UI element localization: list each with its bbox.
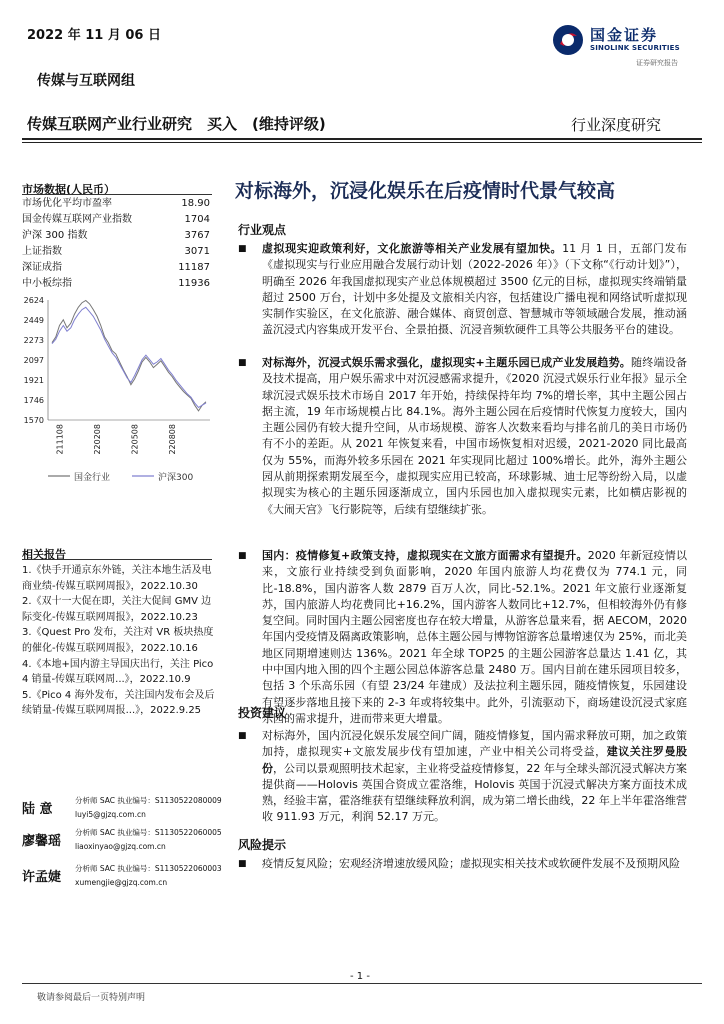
paragraph-highlight: 建议关注罗曼股份 [262,745,687,775]
paragraph-lead: 虚拟现实迎政策利好，文化旅游等相关产业发展有望加快。 [262,242,563,255]
paragraph-lead: 国内：疫情修复+政策支持，虚拟现实在文旅方面需求有望提升。 [262,549,588,562]
market-value: 11187 [178,262,210,273]
market-label: 沪深 300 指数 [22,230,88,241]
page-number: - 1 - [350,971,370,982]
market-row [22,260,212,276]
y-tick-label: 1746 [23,395,44,405]
market-value: 1704 [184,214,210,225]
market-row [22,276,212,292]
market-value: 3071 [184,246,210,257]
report-type: 行业深度研究 [571,116,662,134]
sinolink-logo [552,22,702,67]
paragraph-text: ，公司以景观照明技术起家，主业将受益疫情修复，22 年与全球头部沉浸式解决方案提供商——Holovis 英国合资成立霍洛维，Holovis 英国于沉浸式解决方案方面技术成熟，经验丰富，霍洛维获有望继续释放利润，成为第二增长曲线，22 年上半年霍洛维营收 911.93 万元，利润 52.17 万元。 [262,761,687,824]
bullet-icon: ■ [238,731,247,741]
analyst-info [75,826,222,854]
footer-rule [22,983,702,984]
series-line-0 [52,301,206,411]
related-report-item[interactable]: 4.《本地+国内游主导国庆出行，关注 Pico 4 销量-传媒互联网周...》，2022.10.9 [22,658,214,686]
paragraph-text: 对标海外，国内沉浸化娱乐发展空间广阔，随疫情修复，国内需求释放可期，加之政策加持，虚拟现实+文旅发展步伐有望加速，产业中相关公司将受益， [262,729,687,759]
analyst-card [22,826,222,862]
report-title: 传媒互联网产业行业研究 买入 (维持评级) [27,115,326,133]
analyst-name: 许孟婕 [22,870,62,885]
related-report-item[interactable]: 1.《快手开通京东外链，关注本地生活及电商业绩-传媒互联网周报》，2022.10.30 [22,565,212,592]
market-data-table [22,196,212,292]
market-data-title: 市场数据(人民币） [22,183,116,196]
paragraph-domestic [262,548,687,744]
x-tick-label: 220808 [168,424,178,455]
analyst-email[interactable]: xumengjie@gjzq.com.cn [75,878,168,887]
analyst-title: 分析师 SAC 执业编号：S1130522060003 [75,864,222,873]
analyst-title: 分析师 SAC 执业编号：S1130522080009 [75,796,222,805]
section-title-invest: 投资建议 [238,706,287,720]
legend-label-industry: 国金行业 [74,473,111,483]
header-rule [22,138,702,140]
market-row [22,196,212,212]
index-chart [18,292,214,462]
related-reports-rule [22,559,212,560]
series-line-1 [52,307,206,407]
market-label: 国金传媒互联网产业指数 [22,214,132,225]
report-date: 2022 年 11 月 06 日 [27,28,161,43]
section-title-view: 行业观点 [238,223,287,237]
market-value: 3767 [184,230,210,241]
bullet-icon: ■ [238,244,247,254]
analyst-title: 分析师 SAC 执业编号：S1130522060005 [75,828,222,837]
paragraph-lead: 对标海外，沉浸式娱乐需求强化，虚拟现实+主题乐园已成产业发展趋势。 [262,356,632,369]
analyst-name: 廖馨瑶 [22,834,62,849]
analyst-info [75,862,222,890]
paragraph-policy [262,241,687,339]
y-tick-label: 1570 [23,416,44,425]
y-tick-label: 2624 [23,296,44,305]
bullet-icon: ■ [238,358,247,368]
paragraph-invest [262,728,687,828]
section-title-risk: 风险提示 [238,838,287,852]
x-tick-label: 220208 [93,424,103,455]
x-tick-label: 220508 [130,424,140,455]
y-tick-label: 2273 [23,335,44,345]
market-data-rule [22,194,212,195]
market-row [22,244,212,260]
logo-en: SINOLINK SECURITIES [590,44,680,52]
y-tick-label: 1921 [23,376,44,386]
market-value: 18.90 [181,198,210,209]
bullet-icon: ■ [238,551,247,561]
headline: 对标海外，沉浸化娱乐在后疫情时代景气较高 [235,180,616,202]
analyst-card [22,862,222,898]
x-tick-label: 211108 [55,424,65,455]
y-tick-label: 2449 [23,315,44,325]
paragraph-text: 11 月 1 日，五部门发布《虚拟现实与行业应用融合发展行动计划（2022-2026 年）》（下文称“《行动计划》”），明确至 2026 年我国虚拟现实产业总体规模超过 3500 亿元的目标，虚拟现实终端销量超过 2500 万台，计划中多处提及文旅相关内容，包括建设广播电视和网络试听虚拟现实制作实验区，在文化旅游、融合媒体、商贸创意、智慧城市等领域融合发展，推动涵盖沉浸式内容集成开发平台、全景拍摄、沉浸音频软硬件工具等公共服务平台的建设。 [262,242,687,337]
paragraph-overseas [262,355,687,535]
market-row [22,212,212,228]
paragraph-text: 2020 年新冠疫情以来，文旅行业持续受到负面影响，2020 年国内旅游人均花费仅为 774.1 元，同比-18.8%，国内游客人数 2879 百万人次，同比-52.1%。2021 年文旅行业逐渐复苏，国内旅游人均花费同比+16.2%，国内游客人数同比+12.7%，但相较海外仍有修复空间。同时国内主题公园密度也存在较大增量，从游客总量来看，据 AECOM，2020 年国内受疫情及隔离政策影响，总体主题公园与博物馆游客总量增速仅为 25%，而北美地区同期增速则达 136%。2021 年全球 TOP25 的主题公园游客总量达 1.41 亿，其中中国内地入围的四个主题公园总体游客总量 2480 万。国内目前在建乐园项目较多，包括 3 个乐高乐园（有望 23/24 年建成）及法拉利主题乐园，随疫情恢复，乐园建设有望逐步落地且接下来的 2-3 年或将较集中。此外，引流驱动下，商场建设沉浸式家庭乐园的需求提升，进而带来更大增量。 [262,549,687,725]
related-report-item[interactable]: 5.《Pico 4 海外发布，关注国内发布会及后续销量-传媒互联网周报...》，2022.9.25 [22,689,215,717]
market-label: 上证指数 [22,246,62,257]
related-reports-title: 相关报告 [22,548,66,561]
market-value: 11936 [178,278,210,289]
related-reports-list [22,563,217,719]
market-label: 深证成指 [22,262,62,273]
footer-note: 敬请参阅最后一页特别声明 [37,993,146,1003]
analyst-name: 陆 意 [22,802,53,817]
analyst-info [75,794,222,822]
legend-label-hs300: 沪深300 [158,473,194,483]
related-report-item[interactable]: 3.《Quest Pro 发布，关注对 VR 板块热度的催化-传媒互联网周报》，2022.10.16 [22,627,214,654]
market-row [22,228,212,244]
y-tick-label: 2097 [23,356,44,365]
market-label: 中小板综指 [22,278,72,289]
logo-cn: 国金证券 [590,26,659,44]
logo-subtitle: 证券研究报告 [636,59,678,67]
logo-icon [552,24,584,56]
analyst-card [22,794,222,830]
market-label: 市场优化平均市盈率 [22,198,112,209]
related-report-item[interactable]: 2.《双十一大促在即，关注大促间 GMV 边际变化-传媒互联网周报》，2022.10.23 [22,596,212,623]
paragraph-text: 随终端设备及技术提高，用户娱乐需求中对沉浸感需求提升，《2020 沉浸式娱乐行业年报》显示全球沉浸式娱乐技术市场自 2017 年开始，持续保持年均 7%的增长率，其中主题公园占据主流，19 年市场规模占比 84.1%。海外主题公园在后疫情时代恢复力度较大，国内主题公园仍有较大提升空间，从市场规模、游客人次数来看均与排名前几的美日市场仍有不小的差距。从 2021 年恢复来看，中国市场恢复相对迟缓，2021-2020 同比最高仅为 55%，而海外较多乐园在 2021 年实现同比超过 100%增长。此外，海外主题公园从前期探索期发展至今，虚拟现实应用已较高，环球影城、迪士尼等纷纷入局，以虚拟现实为核心的主题乐园逐渐成立，国内乐园也加入虚拟现实元素，比如横店影视的《大闹天宫》飞行影院等，后续有望继续扩张。 [262,356,687,516]
analyst-email[interactable]: luyi5@gjzq.com.cn [75,810,146,819]
group-name: 传媒与互联网组 [37,73,135,89]
bullet-icon: ■ [238,859,247,869]
paragraph-risk: 疫情反复风险；宏观经济增速放缓风险；虚拟现实相关技术或软硬件发展不及预期风险 [262,857,680,870]
header-rule-thin [22,142,702,143]
analyst-email[interactable]: liaoxinyao@gjzq.com.cn [75,842,166,851]
